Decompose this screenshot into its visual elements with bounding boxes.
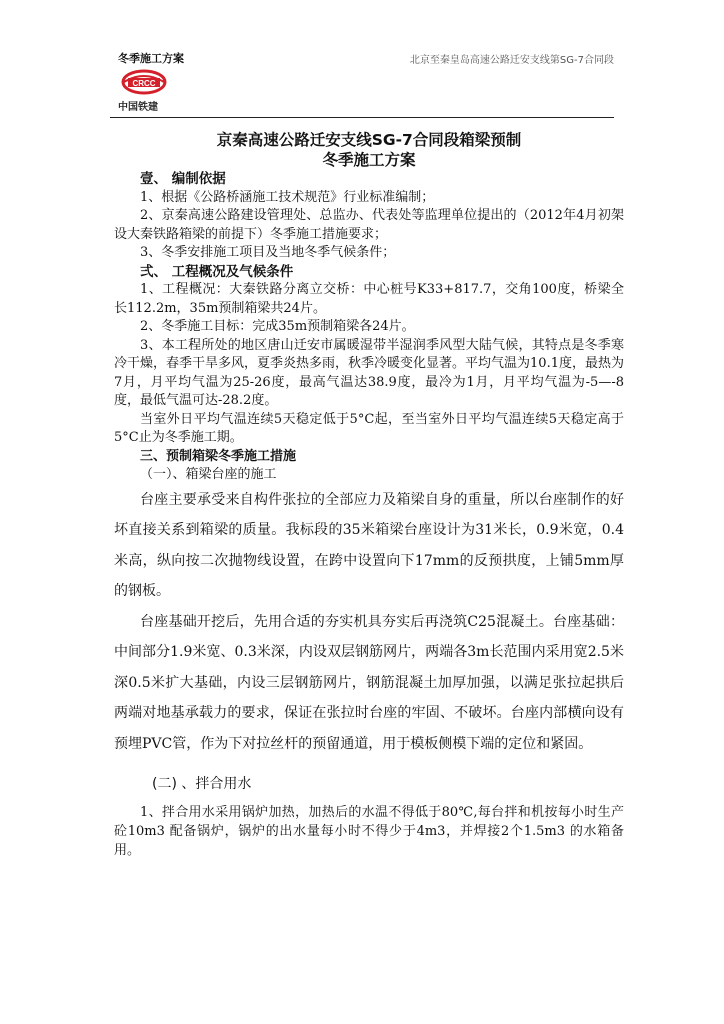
- section1-para1: 1、根据《公路桥涵施工技术规范》行业标准编制；: [140, 189, 435, 205]
- doc-title-line2: 冬季施工方案: [322, 151, 416, 169]
- section2-heading: 弍、 工程概况及气候条件: [140, 263, 294, 280]
- section3-para3: 1、拌合用水采用锅炉加热，加热后的水温不得低于80℃,每台拌和机按每小时生产砼10m3 配备锅炉，锅炉的出水量每小时不得少于4m3，并焊接2个1.5m3 的水箱备用。: [114, 805, 624, 858]
- header-rule: [110, 117, 614, 118]
- section3-para2: 台座基础开挖后，先用合适的夯实机具夯实后再浇筑C25混凝土。台座基础：中间部分1.9米宽、0.3米深，内设双层钢筋网片，两端各3m长范围内采用宽2.5米深0.5米扩大基础，内设三层钢筋网片，钢筋混凝土加厚加强，以满足张拉起拱后两端对地基承载力的要求，保证在张拉时台座的牢固、不破坏。台座内部横向设有预埋PVC管，作为下对拉丝杆的预留通道，用于模板侧模下端的定位和紧固。: [114, 613, 624, 752]
- section3-sub2: (二) 、拌合用水: [152, 776, 252, 792]
- logo-company-name: 中国铁建: [118, 102, 158, 113]
- section1-para2: 2、京秦高速公路建设管理处、总监办、代表处等监理单位提出的（2012年4月初架设大秦铁路箱梁的前提下）冬季施工措施要求；: [114, 208, 624, 242]
- section3-para1: 台座主要承受来自构件张拉的全部应力及箱梁自身的重量，所以台座制作的好坏直接关系到箱梁的质量。我标段的35米箱梁台座设计为31米长，0.9米宽，0.4米高，纵向按二次抛物线设置，在跨中设置向下17mm的反预拱度，上铺5mm厚的钢板。: [114, 491, 624, 599]
- section1-para3: 3、冬季安排施工项目及当地冬季气候条件；: [140, 245, 396, 260]
- section2-para3: 3、本工程所处的地区唐山迁安市属暖湿带半湿润季风型大陆气候，其特点是冬季寒冷干燥，春季干旱多风，夏季炎热多雨，秋季冷暖变化显著。平均气温为10.1度，最热为7月，月平均气温为25-26度，最高气温达38.9度，最冷为1月，月平均气温为-5—-8度，最低气温可达-28.2度。: [114, 337, 624, 408]
- section3-sub1: （一）、箱梁台座的施工: [140, 467, 277, 482]
- logo-letters: CRCC: [132, 79, 156, 88]
- document-body: [114, 130, 624, 860]
- doc-title-line1: 京秦高速公路迁安支线SG-7合同段箱梁预制: [216, 131, 522, 149]
- section2-para1: 1、工程概况：大秦铁路分离立交桥：中心桩号K33+817.7，交角100度，桥梁全长112.2m，35m预制箱梁共24片。: [114, 282, 624, 316]
- section2-para4: 当室外日平均气温连续5天稳定低于5°C起，至当室外日平均气温连续5天稳定高于5°C止为冬季施工期。: [114, 411, 624, 445]
- section2-para2: 2、冬季施工目标：完成35m预制箱梁各24片。: [140, 319, 415, 334]
- header-project-name: 北京至秦皇岛高速公路迁安支线第SG-7合同段: [409, 55, 614, 66]
- header-doc-name: 冬季施工方案: [118, 52, 184, 65]
- section1-heading: 壹、 编制依据: [140, 171, 226, 187]
- section3-heading: 三、预制箱梁冬季施工措施: [140, 448, 297, 464]
